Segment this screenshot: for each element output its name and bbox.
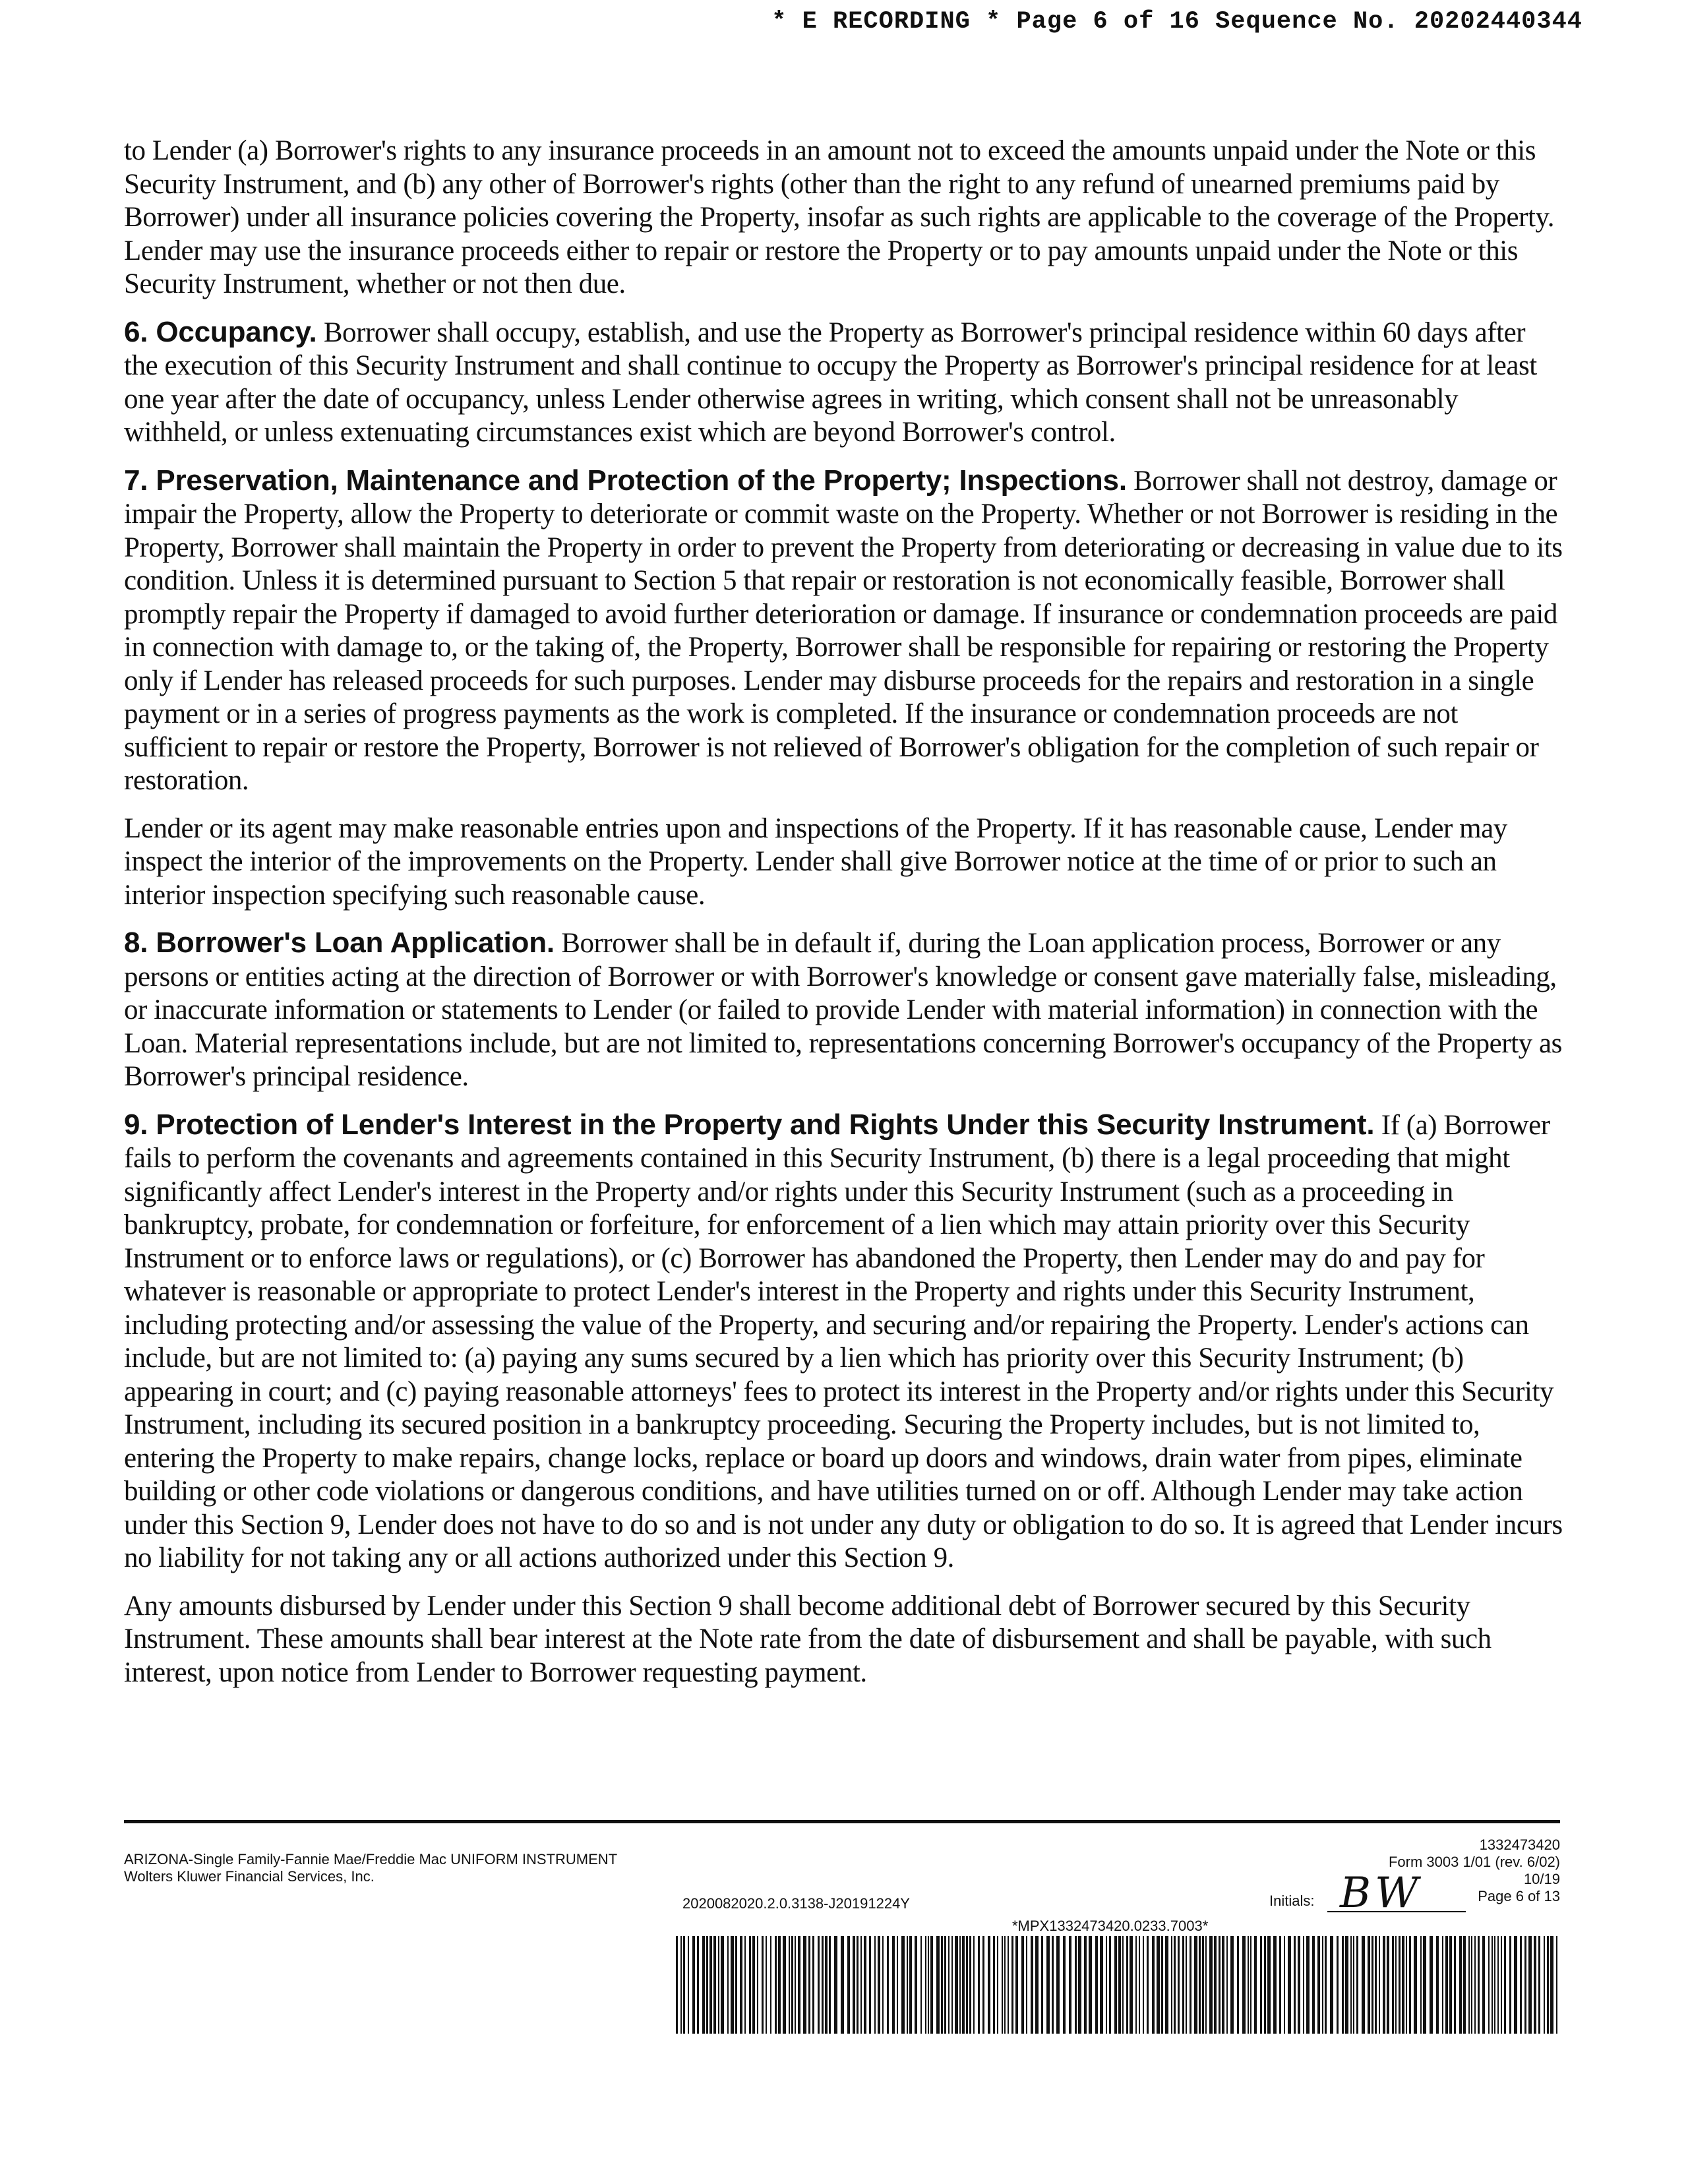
barcode-bar [944,1936,946,2034]
barcode-bar [973,1936,975,2034]
barcode-bar [757,1936,758,2034]
barcode-bar [1194,1936,1197,2034]
page-number: Page 6 of 13 [1478,1888,1560,1904]
barcode-bar [1152,1936,1155,2034]
barcode-bar [706,1936,708,2034]
barcode-bar [1046,1936,1050,2034]
barcode-bar [1226,1936,1228,2034]
document-code: 2020082020.2.0.3138-J20191224Y [682,1895,910,1912]
barcode-bar [1031,1936,1033,2034]
barcode-bar [1547,1936,1549,2034]
barcode-bar [1402,1936,1404,2034]
barcode-bar [878,1936,880,2034]
barcode-bar [941,1936,943,2034]
barcode-bar [789,1936,790,2034]
footer-divider [124,1820,1560,1823]
barcode-bar [1002,1936,1003,2034]
publisher: Wolters Kluwer Financial Services, Inc. [124,1868,375,1885]
barcode-bar [841,1936,844,2034]
barcode-bar [795,1936,796,2034]
barcode-bar [955,1936,958,2034]
barcode-bar [988,1936,990,2034]
paragraph-text: Any amounts disbursed by Lender under this Section 9 shall become additional debt of Borrower secured by this Security Instrument. These amounts shall bear interest at the Note rate from the date of disbursement and shall be payable, with such interest, upon notice from Lender to Borrower requesting payment. [124,1590,1492,1688]
barcode-bar [1139,1936,1140,2034]
barcode-bar [1143,1936,1144,2034]
barcode-bar [766,1936,767,2034]
barcode-bar [1556,1936,1557,2034]
barcode-bar [744,1936,746,2034]
barcode-bar [1026,1936,1027,2034]
revision-date: 10/19 [1523,1871,1560,1887]
section-8-loan-application [124,926,1564,1094]
barcode-bar [1015,1936,1018,2034]
barcode-bar [1004,1936,1006,2034]
initials-label: Initials: [1269,1893,1315,1909]
barcode-bar [1122,1936,1124,2034]
barcode-bar [1524,1936,1526,2034]
barcode-bar [897,1936,898,2034]
barcode-bar [1165,1936,1168,2034]
barcode-bar [1084,1936,1087,2034]
barcode-bar [1459,1936,1462,2034]
barcode-bar [749,1936,751,2034]
barcode-bar [1202,1936,1204,2034]
barcode-bar [688,1936,689,2034]
barcode-bar [874,1936,876,2034]
barcode-bar [1069,1936,1071,2034]
barcode-bar [928,1936,929,2034]
barcode-bar [1471,1936,1472,2034]
barcode-bar [1442,1936,1443,2034]
barcode-bar [847,1936,850,2034]
section-title: 9. Protection of Lender's Interest in the Property and Rights Under this Security Instrument. [124,1108,1375,1141]
barcode-bar [1260,1936,1262,2034]
form-title: ARIZONA-Single Family-Fannie Mae/Freddie Mac UNIFORM INSTRUMENT [124,1851,618,1867]
barcode-bar [1294,1936,1296,2034]
barcode-bar [834,1936,837,2034]
barcode-bar [853,1936,855,2034]
paragraph-text: to Lender (a) Borrower's rights to any insurance proceeds in an amount not to exceed the amounts unpaid under the Note or this Security Instrument, and (b) any other of Borrower's rights (other than the right to any refund of unearned premiums paid by Borrower) under all insurance policies covering the Property, insofar as such rights are applicable to the coverage of the Property. Lender may use the insurance proceeds either to repair or restore the Property or to pay amounts unpaid under the Note or this Security Instrument, whether or not then due. [124,135,1555,299]
barcode-bar [752,1936,755,2034]
barcode-bar [951,1936,953,2034]
barcode-bar [1454,1936,1456,2034]
document-body [124,135,1564,1704]
barcode-bar [948,1936,950,2034]
barcode-bar [1284,1936,1285,2034]
barcode-bar [1463,1936,1466,2034]
loan-number: 1332473420 [1479,1836,1560,1853]
barcode-bar [721,1936,724,2034]
barcode-text: *MPX1332473420.0233.7003* [1012,1918,1209,1934]
paragraph-insurance-assignment [124,135,1564,301]
barcode-bar [1350,1936,1352,2034]
barcode-bar [966,1936,968,2034]
barcode-bar [1368,1936,1370,2034]
barcode-bar [1497,1936,1499,2034]
barcode-bar [1494,1936,1495,2034]
barcode-bar [1399,1936,1401,2034]
barcode-bar [727,1936,729,2034]
paragraph-text: Borrower shall occupy, establish, and use the Property as Borrower's principal residence within 60 days after the execution of this Security Instrument and shall continue to occupy the Property as Borrower's principal residence for at least one year after the date of occupancy, unless Lender otherwise agrees in writing, which consent shall not be unreasonably withheld, or unless extenuating circumstances exist which are beyond Borrower's control. [124,317,1537,448]
barcode-bar [1264,1936,1266,2034]
barcode-bar [864,1936,866,2034]
section-6-occupancy [124,316,1564,450]
paragraph-text: Borrower shall not destroy, damage or impair the Property, allow the Property to deteriorate or commit waste on the Property. Whether or not Borrower is residing in the Property, Borrower shall maintain the Property in order to prevent the Property from deteriorating or decreasing in value due to its condition. Unless it is determined pursuant to Section 5 that repair or restoration is not economically feasible, Borrower shall promptly repair the Property if damaged to avoid further deterioration or damage. If insurance or condemnation proceeds are paid in connection with damage to, or the taking of, the Property, Borrower shall be responsible for repairing or restoring the Property only if Lender has released proceeds for such purposes. Lender may disburse proceeds for the repairs and restoration in a single payment or in a series of progress payments as the work is completed. If the insurance or condemnation proceeds are not sufficient to repair or restore the Property, Borrower is not relieved of Borrower's obligation for the completion of such repair or restoration. [124,465,1563,796]
barcode-bar [869,1936,871,2034]
barcode-bar [683,1936,685,2034]
barcode-bar [909,1936,912,2034]
barcode-bar [1325,1936,1327,2034]
barcode-bar [925,1936,926,2034]
barcode-bar [1353,1936,1354,2034]
barcode-bar [982,1936,984,2034]
barcode-bar [1379,1936,1380,2034]
barcode-bar [713,1936,716,2034]
barcode-bar [1312,1936,1315,2034]
barcode-bar [1430,1936,1433,2034]
barcode-bar [1182,1936,1184,2034]
barcode-bar [822,1936,824,2034]
barcode-bar [676,1936,678,2034]
barcode-bar [818,1936,820,2034]
barcode-bar [762,1936,764,2034]
barcode-bar [1387,1936,1389,2034]
section-7-preservation [124,464,1564,798]
barcode-bar [791,1936,793,2034]
barcode-bar [1147,1936,1149,2034]
barcode-bar [1520,1936,1522,2034]
barcode-bar [1209,1936,1213,2034]
barcode-bar [1089,1936,1092,2034]
barcode-bar [1214,1936,1217,2034]
barcode-bar [1337,1936,1339,2034]
barcode-bar [1362,1936,1365,2034]
barcode-bar [1395,1936,1397,2034]
barcode-bar [1488,1936,1490,2034]
barcode-bar [1161,1936,1163,2034]
barcode-bar [1423,1936,1426,2034]
barcode-bar [1392,1936,1394,2034]
paragraph-inspections [124,812,1564,913]
barcode-bar [1306,1936,1310,2034]
barcode-bar [997,1936,998,2034]
barcode-bar [1174,1936,1176,2034]
barcode-bar [1342,1936,1344,2034]
barcode-bar [1492,1936,1493,2034]
initials-signature: BW [1340,1869,1422,1918]
section-title: 6. Occupancy. [124,315,317,348]
barcode-bar [702,1936,705,2034]
barcode-bar [1157,1936,1160,2034]
barcode-bar [1317,1936,1320,2034]
barcode [676,1936,1561,2034]
barcode-bar [1021,1936,1024,2034]
section-9-protection [124,1108,1564,1575]
barcode-bar [1199,1936,1201,2034]
barcode-bar [783,1936,786,2034]
barcode-bar [1409,1936,1411,2034]
barcode-bar [1330,1936,1333,2034]
section-title: 7. Preservation, Maintenance and Protection of the Property; Inspections. [124,464,1127,497]
barcode-bar [1383,1936,1385,2034]
barcode-bar [1190,1936,1191,2034]
barcode-bar [1130,1936,1133,2034]
barcode-bar [1114,1936,1117,2034]
barcode-bar [1482,1936,1485,2034]
barcode-bar [1186,1936,1187,2034]
barcode-bar [1478,1936,1480,2034]
barcode-bar [825,1936,828,2034]
barcode-bar [907,1936,908,2034]
barcode-bar [778,1936,781,2034]
barcode-bar [1550,1936,1553,2034]
barcode-bar [969,1936,971,2034]
barcode-bar [1230,1936,1234,2034]
barcode-bar [1544,1936,1545,2034]
barcode-bar [718,1936,719,2034]
barcode-bar [1420,1936,1422,2034]
barcode-bar [1041,1936,1043,2034]
barcode-bar [1219,1936,1221,2034]
barcode-bar [901,1936,905,2034]
barcode-bar [808,1936,810,2034]
paragraph-disbursed-amounts [124,1590,1564,1690]
barcode-bar [812,1936,814,2034]
barcode-bar [1237,1936,1239,2034]
barcode-bar [1250,1936,1251,2034]
barcode-bar [1178,1936,1180,2034]
barcode-bar [1414,1936,1417,2034]
barcode-bar [860,1936,862,2034]
barcode-bar [1056,1936,1060,2034]
barcode-bar [1273,1936,1277,2034]
barcode-bar [1205,1936,1207,2034]
barcode-bar [978,1936,980,2034]
barcode-bar [993,1936,995,2034]
barcode-bar [1075,1936,1077,2034]
recording-header: * E RECORDING * Page 6 of 16 Sequence No. 20202440344 [771,8,1582,36]
barcode-bar [920,1936,922,2034]
barcode-bar [1504,1936,1506,2034]
barcode-bar [1474,1936,1476,2034]
barcode-bar [735,1936,737,2034]
section-title: 8. Borrower's Loan Application. [124,926,555,959]
barcode-bar [1345,1936,1348,2034]
barcode-bar [1063,1936,1066,2034]
barcode-bar [1509,1936,1511,2034]
barcode-bar [892,1936,895,2034]
barcode-bar [709,1936,712,2034]
barcode-bar [680,1936,682,2034]
barcode-bar [882,1936,884,2034]
barcode-bar [740,1936,742,2034]
barcode-bar [1468,1936,1470,2034]
barcode-bar [1303,1936,1304,2034]
barcode-bar [1445,1936,1448,2034]
paragraph-text: Lender or its agent may make reasonable entries upon and inspections of the Property. If it has reasonable cause, Lender may inspect the interior of the improvements on the Property. Lender shall give Borrower notice at the time of or prior to such an interior inspection specifying such reasonable cause. [124,812,1507,911]
form-number: Form 3003 1/01 (rev. 6/02) [1388,1854,1560,1870]
barcode-bar [1008,1936,1009,2034]
barcode-bar [962,1936,965,2034]
barcode-bar [803,1936,806,2034]
barcode-bar [1100,1936,1103,2034]
paragraph-text: Borrower shall be in default if, during the Loan application process, Borrower or any persons or entities acting at the direction of Borrower or with Borrower's knowledge or consent gave materially false, misleading, or inaccurate information or statements to Lender (or failed to provide Lender with material information) in connection with the Loan. Material representations include, but are not limited to, representations concerning Borrower's occupancy of the Property as Borrower's principal residence. [124,928,1562,1092]
barcode-bar [1449,1936,1452,2034]
barcode-bar [1248,1936,1249,2034]
barcode-bar [1288,1936,1291,2034]
barcode-bar [1322,1936,1323,2034]
barcode-bar [959,1936,961,2034]
barcode-bar [1109,1936,1111,2034]
barcode-bar [1242,1936,1246,2034]
barcode-bar [1375,1936,1377,2034]
barcode-bar [731,1936,734,2034]
barcode-bar [1135,1936,1137,2034]
barcode-bar [1538,1936,1540,2034]
barcode-bar [829,1936,831,2034]
barcode-bar [1528,1936,1532,2034]
barcode-bar [1222,1936,1224,2034]
barcode-bar [692,1936,695,2034]
barcode-bar [798,1936,800,2034]
barcode-bar [1095,1936,1098,2034]
barcode-bar [1254,1936,1257,2034]
barcode-bar [1118,1936,1121,2034]
barcode-bar [915,1936,917,2034]
barcode-bar [1514,1936,1517,2034]
barcode-bar [1298,1936,1300,2034]
barcode-bar [1267,1936,1271,2034]
barcode-bar [1356,1936,1358,2034]
paragraph-text: If (a) Borrower fails to perform the covenants and agreements contained in this Security Instrument, (b) there is a legal proceeding that might significantly affect Lender's interest in the Property and/or rights under this Security Instrument (such as a proceeding in bankruptcy, probate, for condemnation or forfeiture, for enforcement of a lien which may attain priority over this Security Instrument or to enforce laws or regulations), or (c) Borrower has abandoned the Property, then Lender may do and pay for whatever is reasonable or appropriate to protect Lender's interest in the Property and rights under this Security Instrument, including protecting and/or assessing the value of the Property, and securing and/or repairing the Property. Lender's actions can include, but are not limited to: (a) paying any sums secured by a lien which has priority over this Security Instrument; (b) appearing in court; and (c) paying reasonable attorneys' fees to protect its interest in the Property and/or rights under this Security Instrument, including its secured position in a bankruptcy proceeding. Securing the Property includes, but is not limited to, entering the Property to make repairs, change locks, replace or board up doors and windows, drain water from pipes, eliminate building or other code violations or dangerous conditions, and have utilities turned on or off. Although Lender may take action under this Section 9, Lender does not have to do so and is not under any duty or obligation to do so. It is agreed that Lender incurs no liability for not taking any or all actions authorized under this Section 9. [124,1109,1563,1573]
barcode-bar [1372,1936,1373,2034]
barcode-bar [1279,1936,1281,2034]
barcode-bar [1171,1936,1172,2034]
barcode-bar [930,1936,933,2034]
barcode-bar [1011,1936,1013,2034]
barcode-bar [1052,1936,1054,2034]
barcode-bar [1106,1936,1107,2034]
barcode-bar [1078,1936,1081,2034]
barcode-bar [936,1936,940,2034]
barcode-bar [857,1936,859,2034]
barcode-bar [1501,1936,1502,2034]
barcode-bar [775,1936,777,2034]
barcode-bar [887,1936,889,2034]
barcode-bar [770,1936,771,2034]
barcode-bar [1406,1936,1407,2034]
barcode-bar [1035,1936,1039,2034]
barcode-bar [1126,1936,1128,2034]
barcode-bar [697,1936,699,2034]
barcode-bar [1534,1936,1536,2034]
footer-form-info [124,1851,617,1885]
barcode-bar [1436,1936,1439,2034]
